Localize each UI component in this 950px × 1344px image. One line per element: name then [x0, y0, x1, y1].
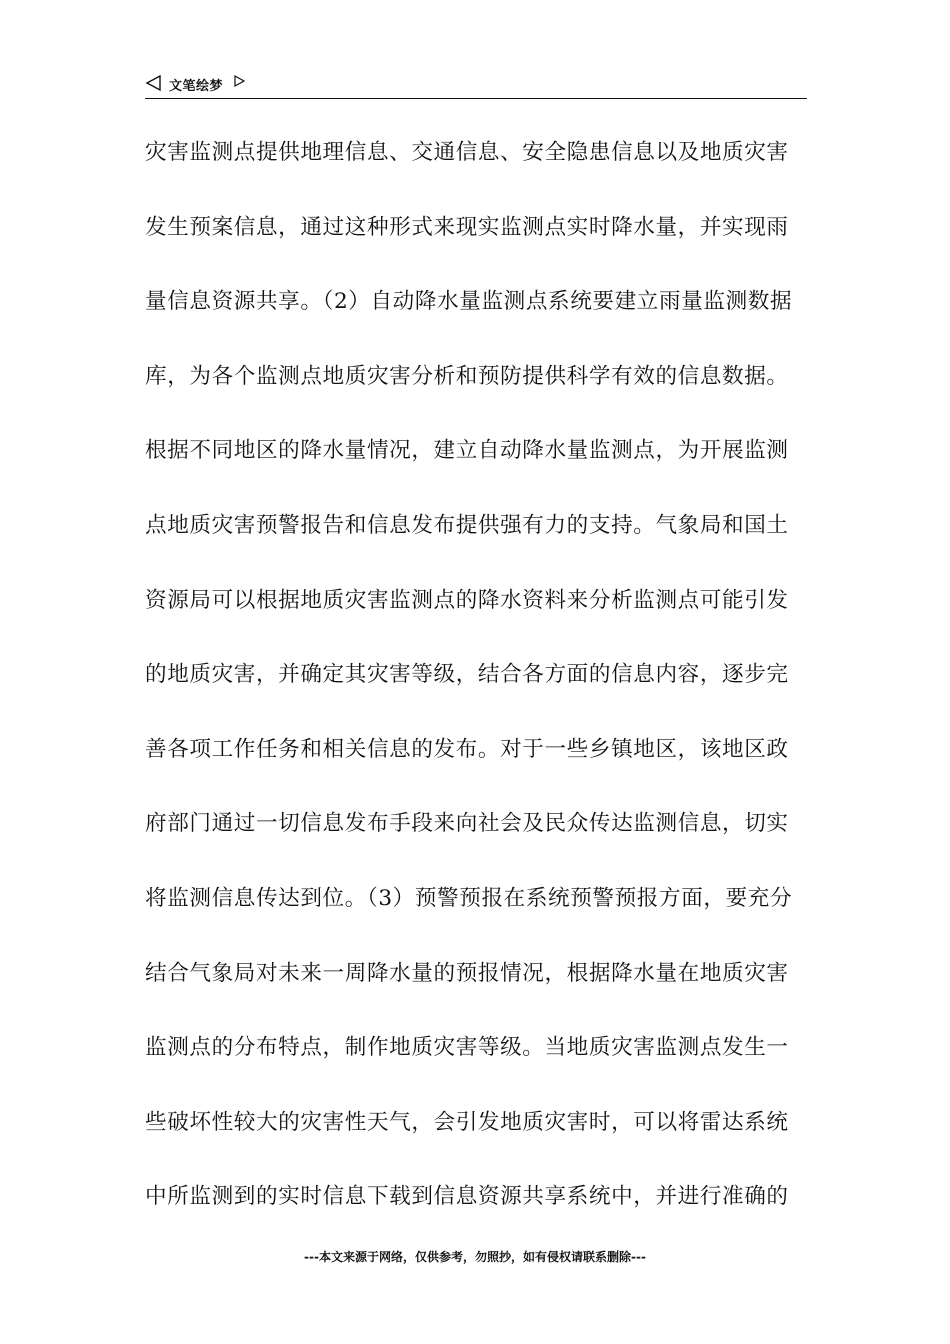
- text-line: 将监测信息传达到位。（3）预警预报在系统预警预报方面，要充分: [145, 885, 793, 911]
- text-line: 资源局可以根据地质灾害监测点的降水资料来分析监测点可能引发: [145, 587, 789, 613]
- text-line: 的地质灾害，并确定其灾害等级，结合各方面的信息内容，逐步完: [145, 662, 789, 688]
- triangle-right-outline-icon: [233, 75, 245, 87]
- page-header: [145, 72, 807, 99]
- text-line: 府部门通过一切信息发布手段来向社会及民众传达监测信息，切实: [145, 811, 789, 837]
- text-line: 库，为各个监测点地质灾害分析和预防提供科学有效的信息数据。: [145, 363, 789, 389]
- triangle-left-outline-icon: [145, 74, 163, 92]
- footer-disclaimer: ---本文来源于网络，仅供参考，勿照抄，如有侵权请联系删除---: [304, 1250, 646, 1264]
- text-line: 中所监测到的实时信息下载到信息资源共享系统中，并进行准确的: [145, 1184, 789, 1210]
- text-line: 结合气象局对未来一周降水量的预报情况，根据降水量在地质灾害: [145, 960, 789, 986]
- text-line: 发生预案信息，通过这种形式来现实监测点实时降水量，并实现雨: [145, 214, 789, 240]
- text-line: 些破坏性较大的灾害性天气，会引发地质灾害时，可以将雷达系统: [145, 1109, 789, 1135]
- document-body: [145, 132, 815, 1251]
- text-line: 善各项工作任务和相关信息的发布。对于一些乡镇地区，该地区政: [145, 736, 789, 762]
- text-line: 灾害监测点提供地理信息、交通信息、安全隐患信息以及地质灾害: [145, 140, 789, 165]
- text-line: 点地质灾害预警报告和信息发布提供强有力的支持。气象局和国土: [145, 512, 789, 538]
- header-title: 文笔绘梦: [169, 79, 224, 94]
- text-line: 监测点的分布特点，制作地质灾害等级。当地质灾害监测点发生一: [145, 1035, 789, 1061]
- text-line: 量信息资源共享。（2）自动降水量监测点系统要建立雨量监测数据: [145, 289, 793, 315]
- text-line: 根据不同地区的降水量情况，建立自动降水量监测点，为开展监测: [145, 438, 789, 464]
